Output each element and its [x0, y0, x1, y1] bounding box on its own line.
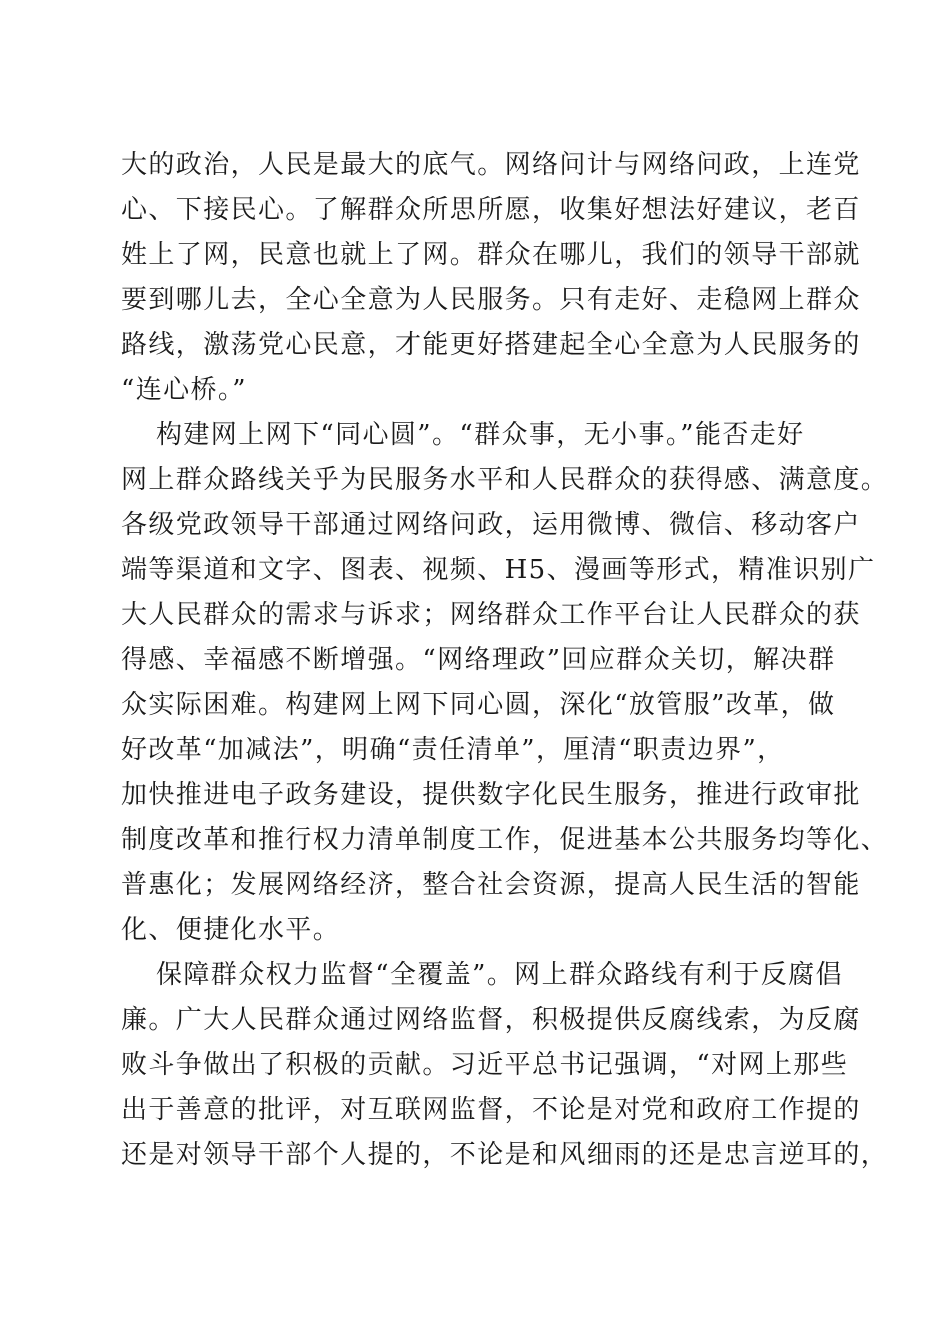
paragraph-first-line: 构建网上网下“同心圆”。“群众事，无小事。”能否走好 [156, 420, 805, 450]
text-line: 廉。广大人民群众通过网络监督，积极提供反腐线索，为反腐 [121, 1005, 861, 1035]
text-line: 大的政治，人民是最大的底气。网络问计与网络问政，上连党 [121, 150, 861, 180]
text-line: “连心桥。” [121, 375, 247, 405]
text-line: 要到哪儿去，全心全意为人民服务。只有走好、走稳网上群众 [121, 285, 861, 315]
text-line: 化、便捷化水平。 [121, 915, 341, 945]
text-line: 好改革“加减法”，明确“责任清单”，厘清“职责边界”， [121, 735, 785, 765]
text-line: 普惠化；发展网络经济，整合社会资源，提高人民生活的智能 [121, 870, 861, 900]
text-line: 还是对领导干部个人提的，不论是和风细雨的还是忠言逆耳的， [121, 1140, 889, 1170]
text-line: 制度改革和推行权力清单制度工作，促进基本公共服务均等化、 [121, 825, 889, 855]
text-line: 端等渠道和文字、图表、视频、H5、漫画等形式，精准识别广 [121, 555, 876, 585]
text-line: 加快推进电子政务建设，提供数字化民生服务，推进行政审批 [121, 780, 861, 810]
text-line: 心、下接民心。了解群众所思所愿，收集好想法好建议，老百 [121, 195, 861, 225]
paragraph-first-line: 保障群众权力监督“全覆盖”。网上群众路线有利于反腐倡 [156, 960, 843, 990]
text-line: 各级党政领导干部通过网络问政，运用微博、微信、移动客户 [121, 510, 861, 540]
text-line: 败斗争做出了积极的贡献。习近平总书记强调，“对网上那些 [121, 1050, 849, 1080]
text-line: 得感、幸福感不断增强。“网络理政”回应群众关切，解决群 [121, 645, 836, 675]
text-line: 众实际困难。构建网上网下同心圆，深化“放管服”改革，做 [121, 690, 836, 720]
text-line: 大人民群众的需求与诉求；网络群众工作平台让人民群众的获 [121, 600, 861, 630]
text-line: 路线，激荡党心民意，才能更好搭建起全心全意为人民服务的 [121, 330, 861, 360]
text-line: 网上群众路线关乎为民服务水平和人民群众的获得感、满意度。 [121, 465, 889, 495]
text-line: 出于善意的批评，对互联网监督，不论是对党和政府工作提的 [121, 1095, 861, 1125]
text-line: 姓上了网，民意也就上了网。群众在哪儿，我们的领导干部就 [121, 240, 861, 270]
